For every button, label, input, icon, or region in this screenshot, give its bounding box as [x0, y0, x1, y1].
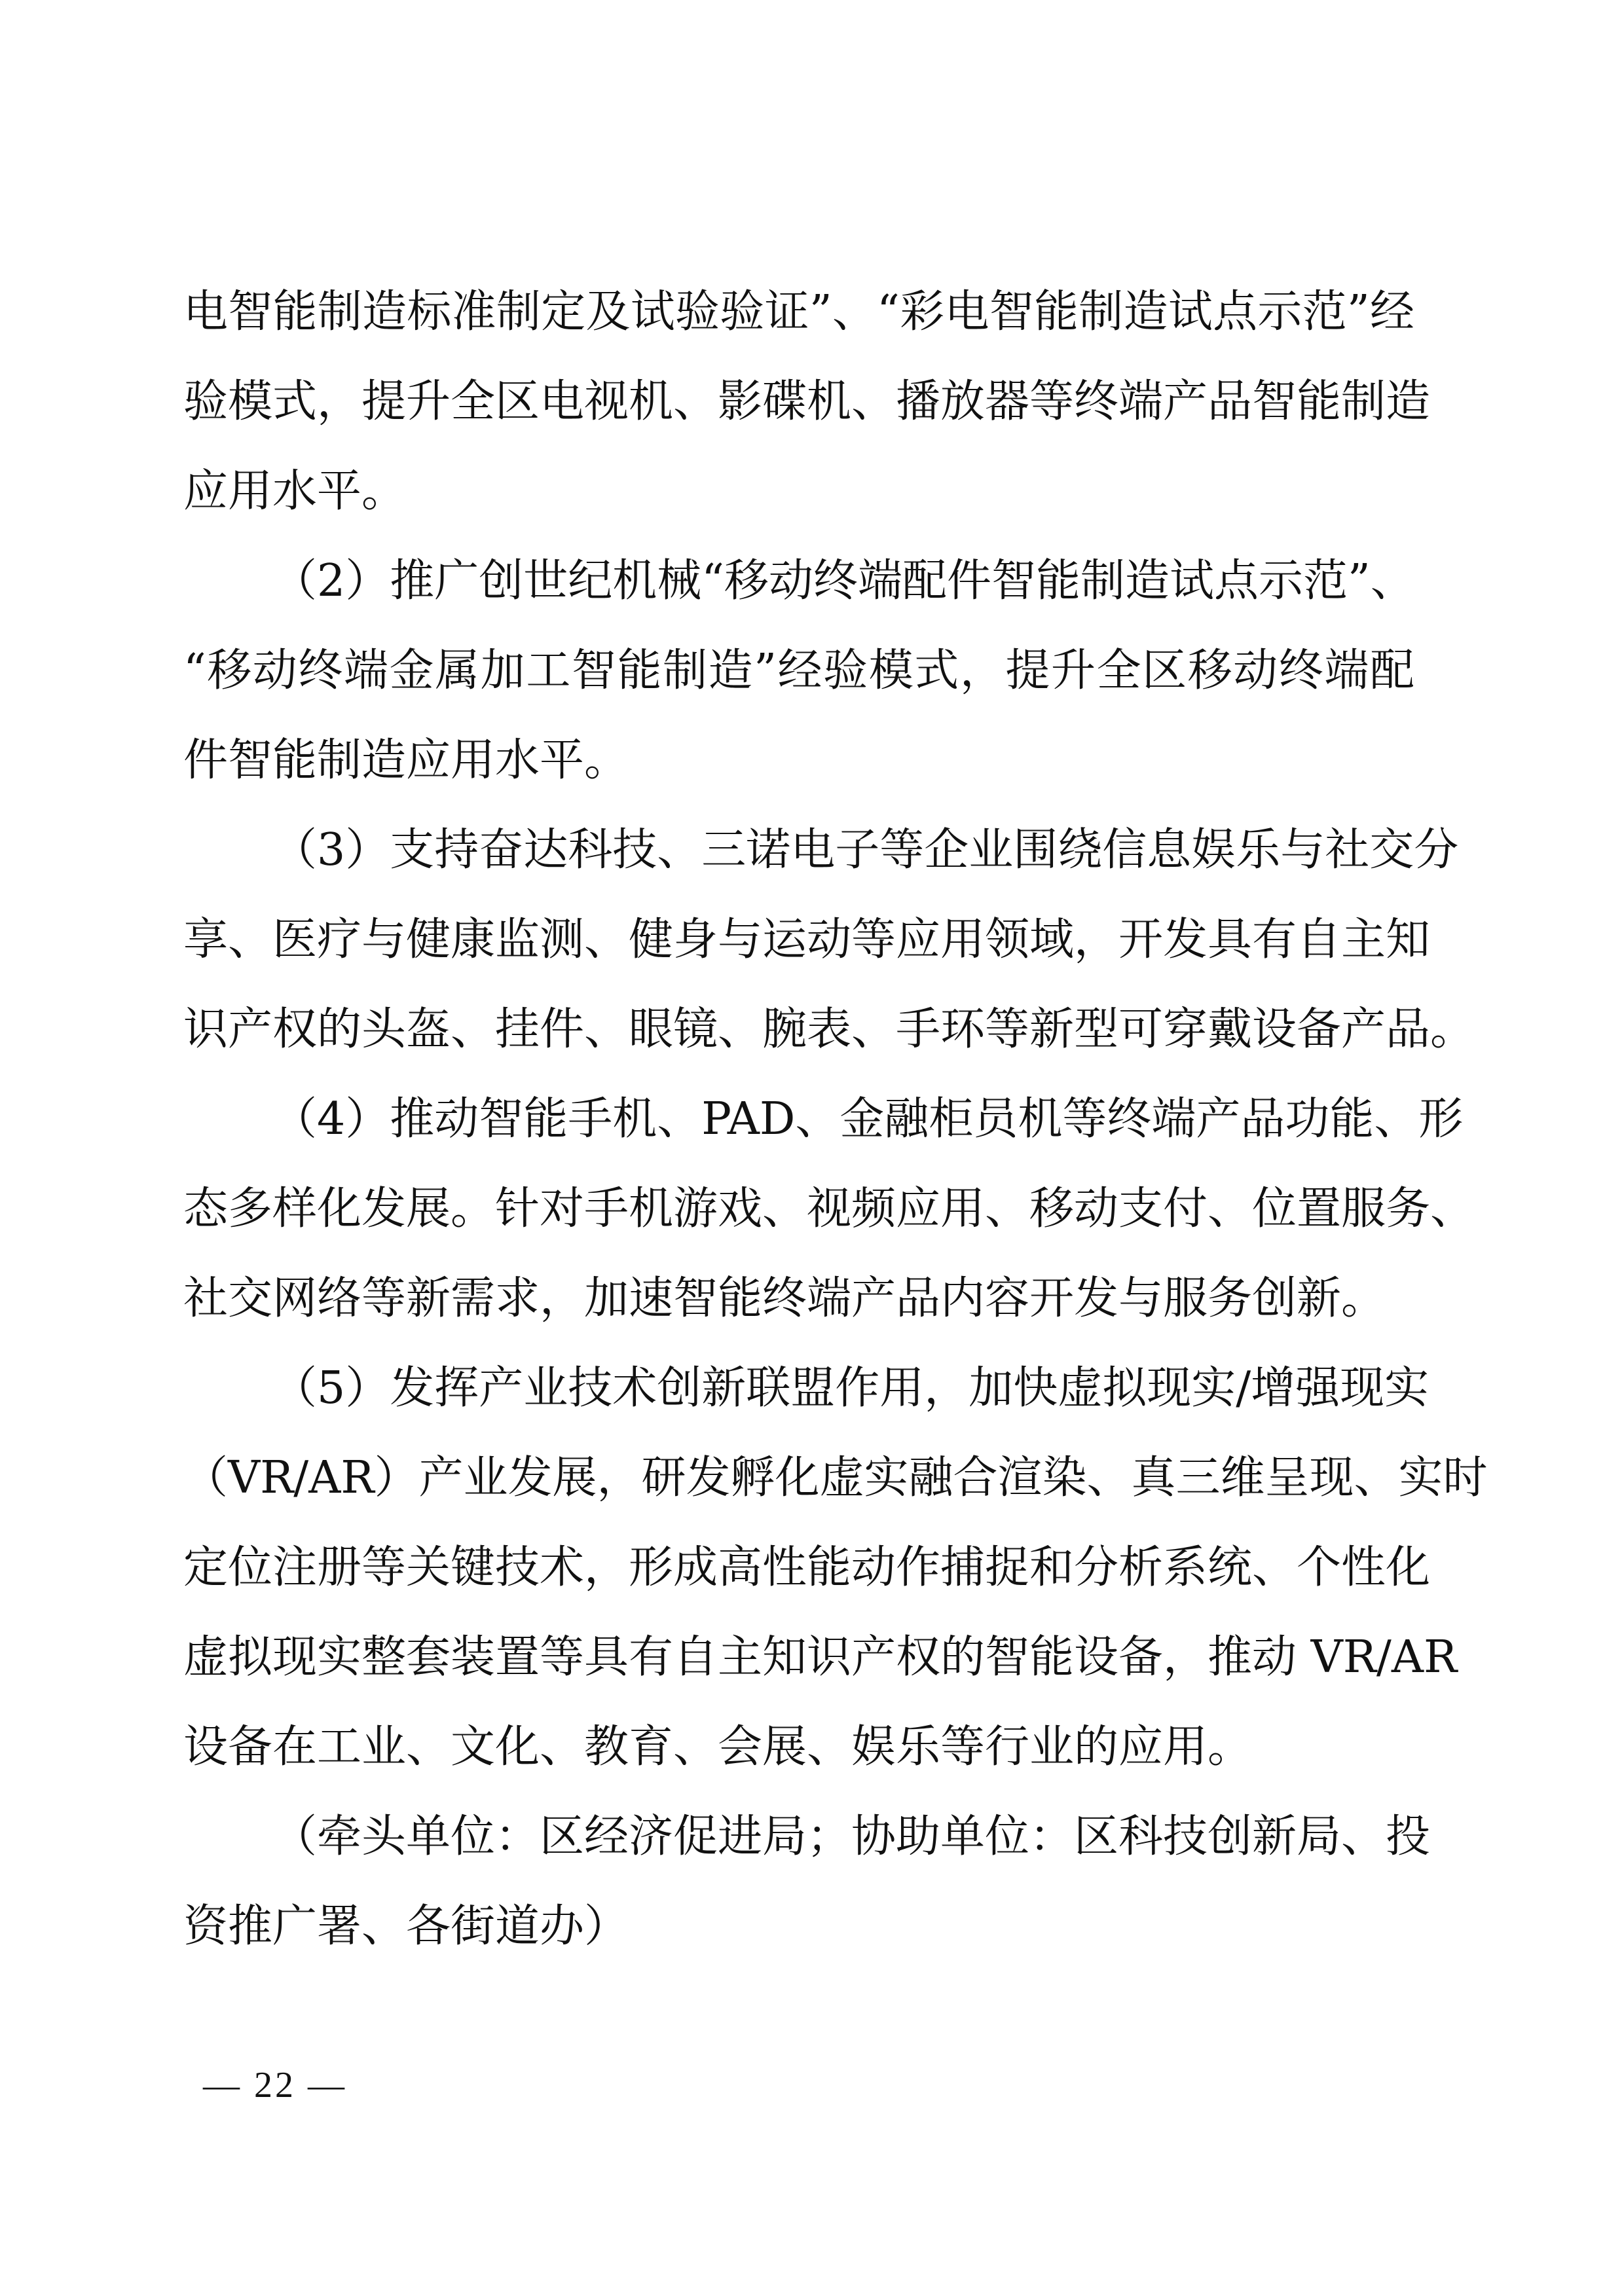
- text-line: 设备在工业、文化、教育、会展、娱乐等行业的应用。: [183, 1721, 1253, 1773]
- text-line: 电智能制造标准制定及试验验证”、“彩电智能制造试点示范”经: [183, 286, 1414, 338]
- text-line: （2）推广创世纪机械“移动终端配件智能制造试点示范”、: [272, 555, 1415, 607]
- text-line: 应用水平。: [183, 465, 407, 517]
- text-line: （4）推动智能手机、PAD、金融柜员机等终端产品功能、形: [272, 1093, 1464, 1145]
- text-line: 享、医疗与健康监测、健身与运动等应用领域，开发具有自主知: [183, 914, 1431, 966]
- text-line: （牵头单位：区经济促进局；协助单位：区科技创新局、投: [272, 1811, 1431, 1863]
- text-line: 虚拟现实整套装置等具有自主知识产权的智能设备，推动 VR/AR: [183, 1631, 1458, 1683]
- text-line: （VR/AR）产业发展，研发孵化虚实融合渲染、真三维呈现、实时: [183, 1452, 1488, 1504]
- text-line: （3）支持奋达科技、三诺电子等企业围绕信息娱乐与社交分: [272, 824, 1459, 876]
- page-number: — 22 —: [203, 2065, 347, 2105]
- text-line: （5）发挥产业技术创新联盟作用，加快虚拟现实/增强现实: [272, 1362, 1430, 1414]
- text-line: 件智能制造应用水平。: [183, 735, 629, 786]
- text-line: “移动终端金属加工智能制造”经验模式，提升全区移动终端配: [183, 645, 1414, 697]
- text-line: 定位注册等关键技术，形成高性能动作捕捉和分析系统、个性化: [183, 1542, 1431, 1594]
- text-line: 识产权的头盔、挂件、眼镜、腕表、手环等新型可穿戴设备产品。: [183, 1004, 1475, 1055]
- body-text: [183, 267, 1488, 1971]
- text-line: 资推广署、各街道办）: [183, 1901, 629, 1952]
- text-line: 态多样化发展。针对手机游戏、视频应用、移动支付、位置服务、: [183, 1183, 1475, 1235]
- text-line: 社交网络等新需求，加速智能终端产品内容开发与服务创新。: [183, 1273, 1386, 1324]
- text-line: 验模式，提升全区电视机、影碟机、播放器等终端产品智能制造: [183, 376, 1431, 428]
